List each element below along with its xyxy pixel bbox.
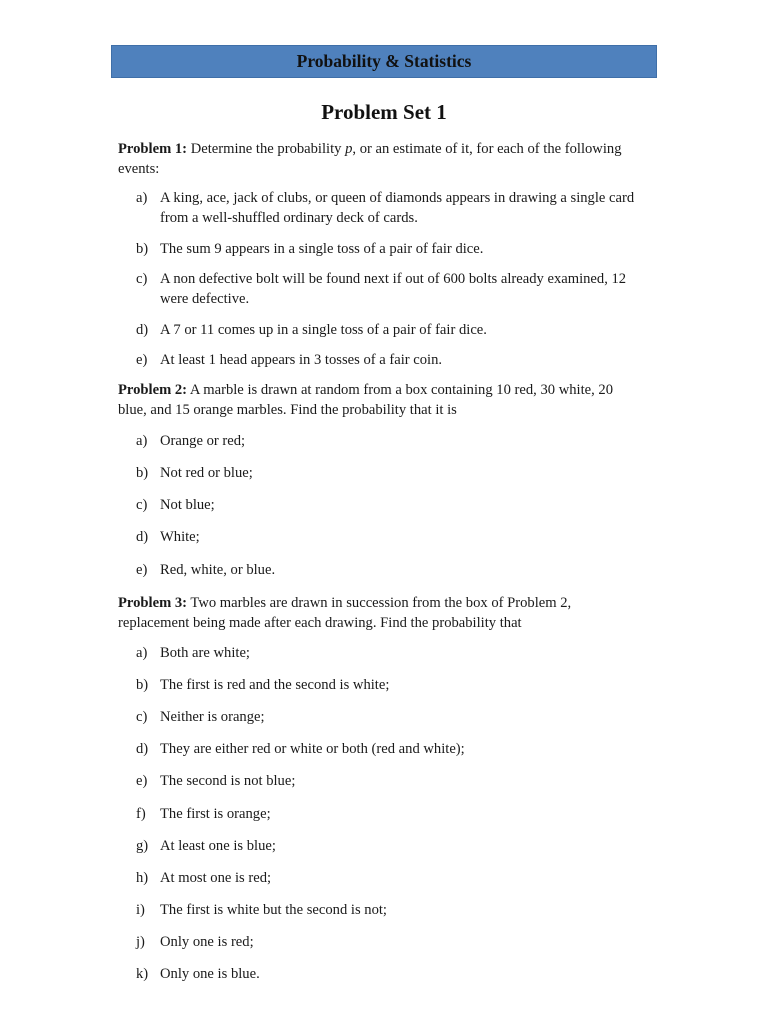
problem-2-item [136, 431, 636, 451]
item-text: The first is white but the second is not; [160, 902, 387, 918]
problem-3-item [136, 707, 636, 727]
item-text: Both are white; [160, 645, 250, 661]
item-text: Orange or red; [160, 433, 246, 449]
item-text: At least 1 head appears in 3 tosses of a fair coin. [160, 352, 443, 368]
problem-1-item [136, 320, 636, 340]
item-label: c) [136, 497, 148, 513]
item-text: The first is red and the second is white; [160, 677, 390, 693]
item-text: Only one is red; [160, 934, 254, 950]
item-label: d) [136, 741, 149, 757]
problem-1-text-pre: Determine the probability [187, 141, 346, 157]
page-title: Problem Set 1 [321, 100, 447, 124]
item-text: Only one is blue. [160, 966, 260, 982]
item-label: i) [136, 902, 145, 918]
item-label: e) [136, 352, 148, 368]
item-label: a) [136, 433, 148, 449]
item-text: At most one is red; [160, 870, 272, 886]
problem-2-item [136, 560, 636, 580]
problem-3-item [136, 932, 636, 952]
item-text: Not red or blue; [160, 465, 253, 481]
problem-1-text-post: , or an estimate of it, for each of the following events: [118, 141, 622, 177]
problem-2-item [136, 527, 636, 547]
item-label: h) [136, 870, 149, 886]
item-text: At least one is blue; [160, 838, 276, 854]
problem-2-label: Problem 2: [118, 382, 188, 398]
item-text: A non defective bolt will be found next if out of 600 bolts already examined, 12 were defective. [160, 271, 627, 307]
problem-3-item [136, 675, 636, 695]
item-text: Not blue; [160, 497, 215, 513]
problem-1-item [136, 269, 636, 309]
problem-1-item [136, 239, 636, 259]
header-title: Probability & Statistics [296, 51, 472, 71]
problem-3-item [136, 804, 636, 824]
item-text: White; [160, 529, 200, 545]
item-label: b) [136, 465, 149, 481]
item-label: f) [136, 806, 146, 822]
item-label: b) [136, 241, 149, 257]
problem-1-item [136, 350, 636, 370]
problem-3-item [136, 836, 636, 856]
item-text: They are either red or white or both (red and white); [160, 741, 465, 757]
item-label: k) [136, 966, 149, 982]
item-label: b) [136, 677, 149, 693]
problem-2-text: A marble is drawn at random from a box containing 10 red, 30 white, 20 blue, and 15 orange marbles. Find the probability that it is [118, 382, 614, 418]
problem-3-item [136, 643, 636, 663]
problem-3-item [136, 739, 636, 759]
problem-3-item [136, 868, 636, 888]
item-text: Neither is orange; [160, 709, 265, 725]
item-text: Red, white, or blue. [160, 562, 276, 578]
problem-1-label: Problem 1: [118, 141, 188, 157]
problem-2-item [136, 463, 636, 483]
problem-1-variable: p [345, 141, 353, 157]
problem-2-statement [118, 380, 638, 420]
item-label: e) [136, 773, 148, 789]
item-text: A king, ace, jack of clubs, or queen of diamonds appears in drawing a single card from a well-shuffled ordinary deck of cards. [160, 190, 635, 226]
item-text: A 7 or 11 comes up in a single toss of a pair of fair dice. [160, 322, 487, 338]
problem-1-item [136, 188, 636, 228]
item-text: The sum 9 appears in a single toss of a pair of fair dice. [160, 241, 484, 257]
problem-3-item [136, 964, 636, 984]
item-label: j) [136, 934, 145, 950]
problem-1-statement [118, 139, 638, 179]
item-label: d) [136, 322, 149, 338]
item-label: d) [136, 529, 149, 545]
item-label: a) [136, 645, 148, 661]
item-label: c) [136, 271, 148, 287]
problem-3-item [136, 900, 636, 920]
header-bar [111, 45, 657, 78]
problem-2-item [136, 495, 636, 515]
item-label: c) [136, 709, 148, 725]
problem-3-label: Problem 3: [118, 595, 188, 611]
item-label: e) [136, 562, 148, 578]
item-text: The second is not blue; [160, 773, 296, 789]
problem-3-text: Two marbles are drawn in succession from the box of Problem 2, replacement being made after each drawing. Find the probability that [118, 595, 572, 631]
item-text: The first is orange; [160, 806, 271, 822]
item-label: a) [136, 190, 148, 206]
problem-3-item [136, 771, 636, 791]
problem-3-statement [118, 593, 638, 633]
item-label: g) [136, 838, 149, 854]
